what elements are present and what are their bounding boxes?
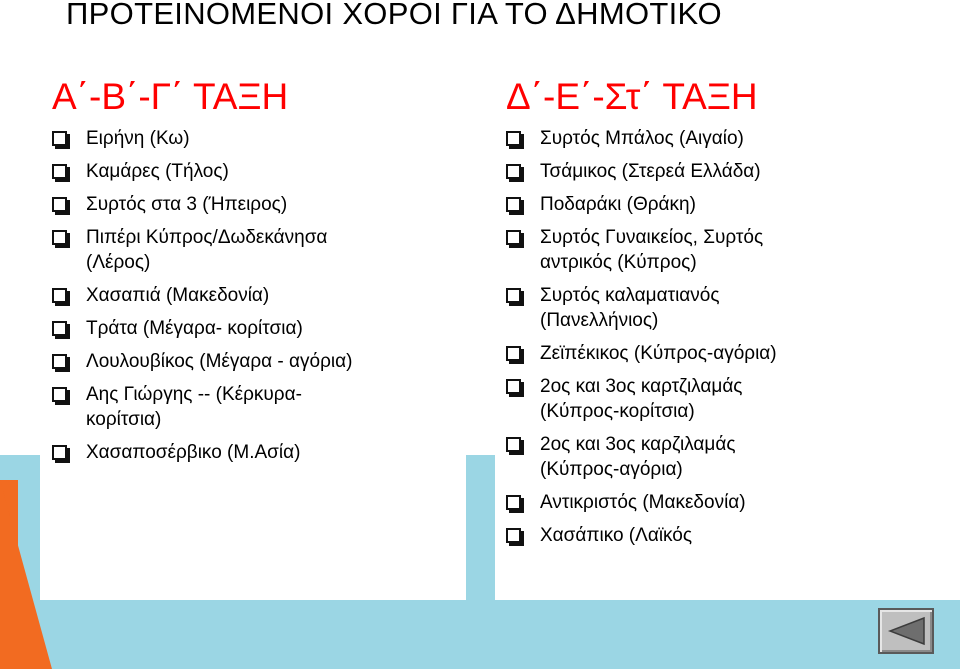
checkbox-bullet-icon (506, 495, 521, 510)
list-item-label: Ειρήνη (Κω) (86, 128, 190, 149)
list-item-label: Συρτός καλαματιανός (Πανελλήνιος) (540, 285, 720, 331)
list-item (52, 159, 452, 184)
list-item (52, 126, 452, 151)
list-item (52, 283, 452, 308)
checkbox-bullet-icon (52, 131, 67, 146)
list-item (506, 126, 946, 151)
checkbox-bullet-icon (52, 445, 67, 460)
list-item-label: Συρτός Μπάλος (Αιγαίο) (540, 128, 744, 149)
list-item-label: Τσάμικος (Στερεά Ελλάδα) (540, 161, 761, 182)
list-item (506, 523, 946, 548)
checkbox-bullet-icon (506, 197, 521, 212)
list-item-label: 2ος και 3ος καρτζιλαμάς (Κύπρος-κορίτσια) (540, 376, 743, 422)
list-item (506, 159, 946, 184)
checkbox-bullet-icon (506, 379, 521, 394)
checkbox-bullet-icon (52, 197, 67, 212)
checkbox-bullet-icon (52, 354, 67, 369)
list-item-label: Τράτα (Μέγαρα- κορίτσια) (86, 318, 303, 339)
list-item (506, 374, 946, 424)
list-item (506, 192, 946, 217)
list-item (52, 440, 452, 465)
list-item-label: Αντικριστός (Μακεδονία) (540, 492, 746, 513)
list-item-label: Ζεϊπέκικος (Κύπρος-αγόρια) (540, 343, 777, 364)
list-item-label: Λουλουβίκος (Μέγαρα - αγόρια) (86, 351, 353, 372)
list-item (506, 225, 946, 275)
checkbox-bullet-icon (52, 164, 67, 179)
list-item (506, 490, 946, 515)
checkbox-bullet-icon (506, 437, 521, 452)
back-button[interactable] (878, 608, 934, 654)
checkbox-bullet-icon (506, 288, 521, 303)
list-item (506, 341, 946, 366)
checkbox-bullet-icon (506, 528, 521, 543)
list-item-label: Πιπέρι Κύπρος/Δωδεκάνησα (Λέρος) (86, 227, 328, 273)
list-item (52, 349, 452, 374)
list-item-label: Συρτός Γυναικείος, Συρτός αντρικός (Κύπρος) (540, 227, 764, 273)
checkbox-bullet-icon (52, 230, 67, 245)
triangle-left-icon (886, 615, 926, 647)
list-item-label: Καμάρες (Τήλος) (86, 161, 229, 182)
list-item (52, 316, 452, 341)
list-item-label: 2ος και 3ος καρζιλαμάς (Κύπρος-αγόρια) (540, 434, 736, 480)
list-item-label: Συρτός στα 3 (Ήπειρος) (86, 194, 288, 215)
checkbox-bullet-icon (52, 288, 67, 303)
list-item-label: Χασαπιά (Μακεδονία) (86, 285, 270, 306)
left-column-heading: Α΄-Β΄-Γ΄ ΤΑΞΗ (52, 76, 289, 117)
list-item (52, 382, 452, 432)
list-item (52, 225, 452, 275)
right-column-heading: Δ΄-Ε΄-Στ΄ ΤΑΞΗ (506, 76, 758, 117)
list-item (506, 432, 946, 482)
slide-title: ΠΡΟΤΕΙΝΟΜΕΝΟΙ ΧΟΡΟΙ ΓΙΑ ΤΟ ΔΗΜΟΤΙΚΟ (66, 0, 722, 31)
list-item-label: Χασαποσέρβικο (Μ.Ασία) (86, 442, 301, 463)
list-item-label: Αης Γιώργης -- (Κέρκυρα- κορίτσια) (86, 384, 302, 430)
checkbox-bullet-icon (506, 230, 521, 245)
list-item (52, 192, 452, 217)
checkbox-bullet-icon (52, 387, 67, 402)
right-dance-list (506, 126, 946, 556)
list-item-label: Χασάπικο (Λαϊκός (540, 525, 693, 546)
list-item (506, 283, 946, 333)
left-dance-list (52, 126, 452, 473)
checkbox-bullet-icon (506, 346, 521, 361)
checkbox-bullet-icon (506, 164, 521, 179)
checkbox-bullet-icon (52, 321, 67, 336)
list-item-label: Ποδαράκι (Θράκη) (540, 194, 696, 215)
checkbox-bullet-icon (506, 131, 521, 146)
